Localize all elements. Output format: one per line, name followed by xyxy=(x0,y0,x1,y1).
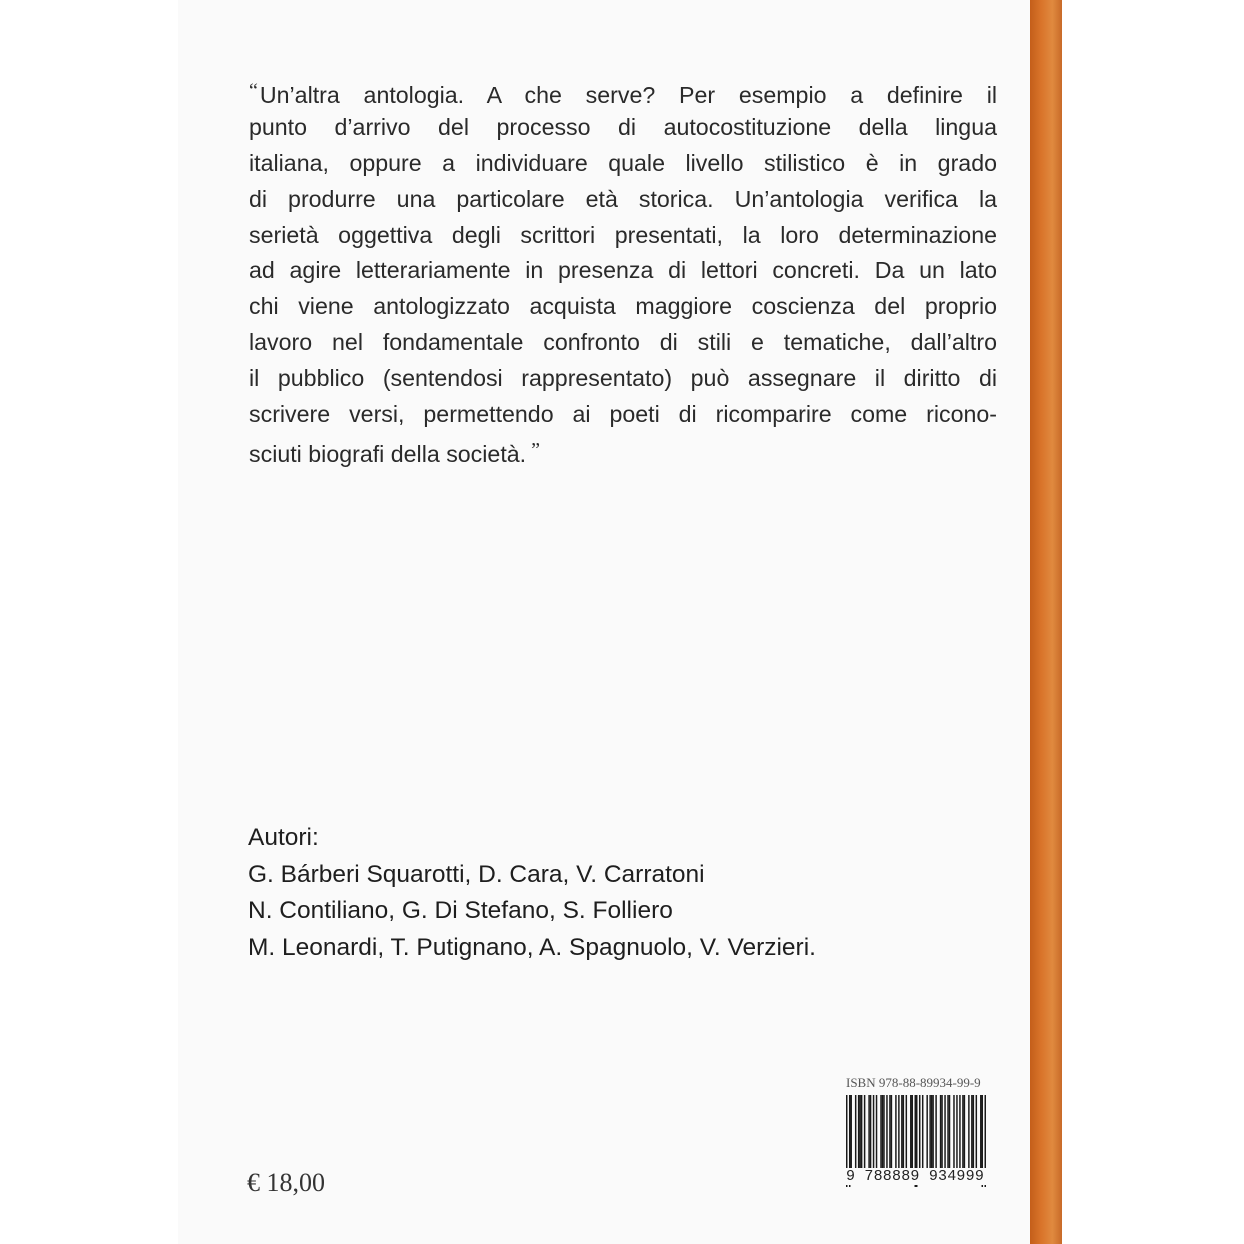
barcode-bar xyxy=(964,1095,965,1173)
barcode-bar xyxy=(882,1095,883,1173)
barcode-bar xyxy=(947,1095,948,1173)
barcode-bar xyxy=(959,1095,960,1173)
close-quote-mark: ” xyxy=(531,438,539,461)
barcode-bar xyxy=(980,1095,981,1173)
barcode-bar xyxy=(876,1095,877,1173)
barcode-bar xyxy=(953,1095,954,1173)
barcode-bar xyxy=(941,1095,942,1173)
barcode-bar xyxy=(903,1095,904,1173)
blurb-line xyxy=(249,433,997,469)
barcode-bar xyxy=(895,1095,896,1173)
isbn-label: ISBN 978-88-89934-99-9 xyxy=(846,1075,981,1090)
barcode-bar xyxy=(855,1095,856,1173)
blurb-line: chi viene antologizzato acquista maggiore coscienza del proprio xyxy=(249,293,997,320)
barcode-number: 9 788889 934999 xyxy=(846,1168,985,1185)
barcode-bar xyxy=(926,1095,927,1173)
barcode-bar xyxy=(910,1095,911,1173)
authors-line: M. Leonardi, T. Putignano, A. Spagnuolo, V. Verzieri. xyxy=(248,933,816,961)
barcode-bar xyxy=(883,1095,884,1173)
barcode-bar xyxy=(931,1095,932,1173)
blurb-line: di produrre una particolare età storica. Un’antologia verifica la xyxy=(249,185,997,212)
barcode-bar xyxy=(868,1095,869,1173)
blurb-line: serietà oggettiva degli scrittori presentati, la loro determinazione xyxy=(249,221,997,248)
barcode-bar xyxy=(929,1095,930,1173)
barcode-bar xyxy=(891,1095,892,1173)
authors-line: G. Bárberi Squarotti, D. Cara, V. Carratoni xyxy=(248,860,705,888)
authors-line: N. Contiliano, G. Di Stefano, S. Folliero xyxy=(248,897,673,924)
authors-section xyxy=(248,820,1008,966)
right-margin xyxy=(1062,0,1244,1244)
barcode-bar xyxy=(858,1095,859,1173)
barcode-bar xyxy=(886,1095,887,1173)
price-label: € 18,00 xyxy=(247,1168,325,1197)
barcode-bar xyxy=(956,1095,957,1173)
blurb-line xyxy=(249,74,997,110)
barcode-bar xyxy=(922,1095,923,1173)
blurb-quote xyxy=(249,74,997,469)
blurb-line: punto d’arrivo del processo di autocostituzione della lingua xyxy=(249,113,997,140)
barcode-bar xyxy=(906,1095,907,1173)
barcode-bar xyxy=(898,1095,899,1173)
barcode-bar xyxy=(971,1095,972,1173)
barcode-bar xyxy=(940,1095,941,1173)
barcode-bar xyxy=(864,1095,865,1173)
barcode-bar xyxy=(889,1095,890,1173)
blurb-line: scrivere versi, permettendo ai poeti di ricomparire come ricono- xyxy=(249,401,997,428)
open-quote-mark: “ xyxy=(249,80,257,102)
blurb-line-text: Un’altra antologia. A che serve? Per esempio a definire il xyxy=(259,82,997,108)
barcode-bar xyxy=(962,1095,963,1173)
blurb-line: ad agire letterariamente in presenza di lettori concreti. Da un lato xyxy=(249,257,997,284)
barcode-bar xyxy=(870,1095,871,1173)
barcode-bar xyxy=(880,1095,881,1173)
barcode-bar xyxy=(859,1095,860,1173)
left-margin xyxy=(0,0,178,1244)
barcode-bar xyxy=(968,1095,969,1173)
barcode-bar xyxy=(949,1095,950,1173)
blurb-line: italiana, oppure a individuare quale livello stilistico è in grado xyxy=(249,149,997,176)
barcode-bar xyxy=(973,1095,974,1173)
barcode-bar xyxy=(935,1095,936,1173)
blurb-line: il pubblico (sentendosi rappresentato) può assegnare il diritto di xyxy=(249,365,997,392)
barcode-bar xyxy=(932,1095,933,1173)
barcode-bar xyxy=(944,1095,945,1173)
barcode-bar xyxy=(912,1095,913,1173)
barcode-bar xyxy=(976,1095,977,1173)
barcode-bar xyxy=(901,1095,902,1173)
authors-heading: Autori: xyxy=(248,824,319,851)
blurb-line: lavoro nel fondamentale confronto di stili e tematiche, dall’altro xyxy=(249,329,997,356)
barcode-bar xyxy=(850,1095,851,1173)
orange-spine-strip xyxy=(1030,0,1062,1244)
barcode-bar xyxy=(919,1095,920,1173)
barcode-bar xyxy=(861,1095,862,1173)
blurb-line-text: sciuti biografi della società. xyxy=(249,440,527,467)
barcode-bar xyxy=(873,1095,874,1173)
